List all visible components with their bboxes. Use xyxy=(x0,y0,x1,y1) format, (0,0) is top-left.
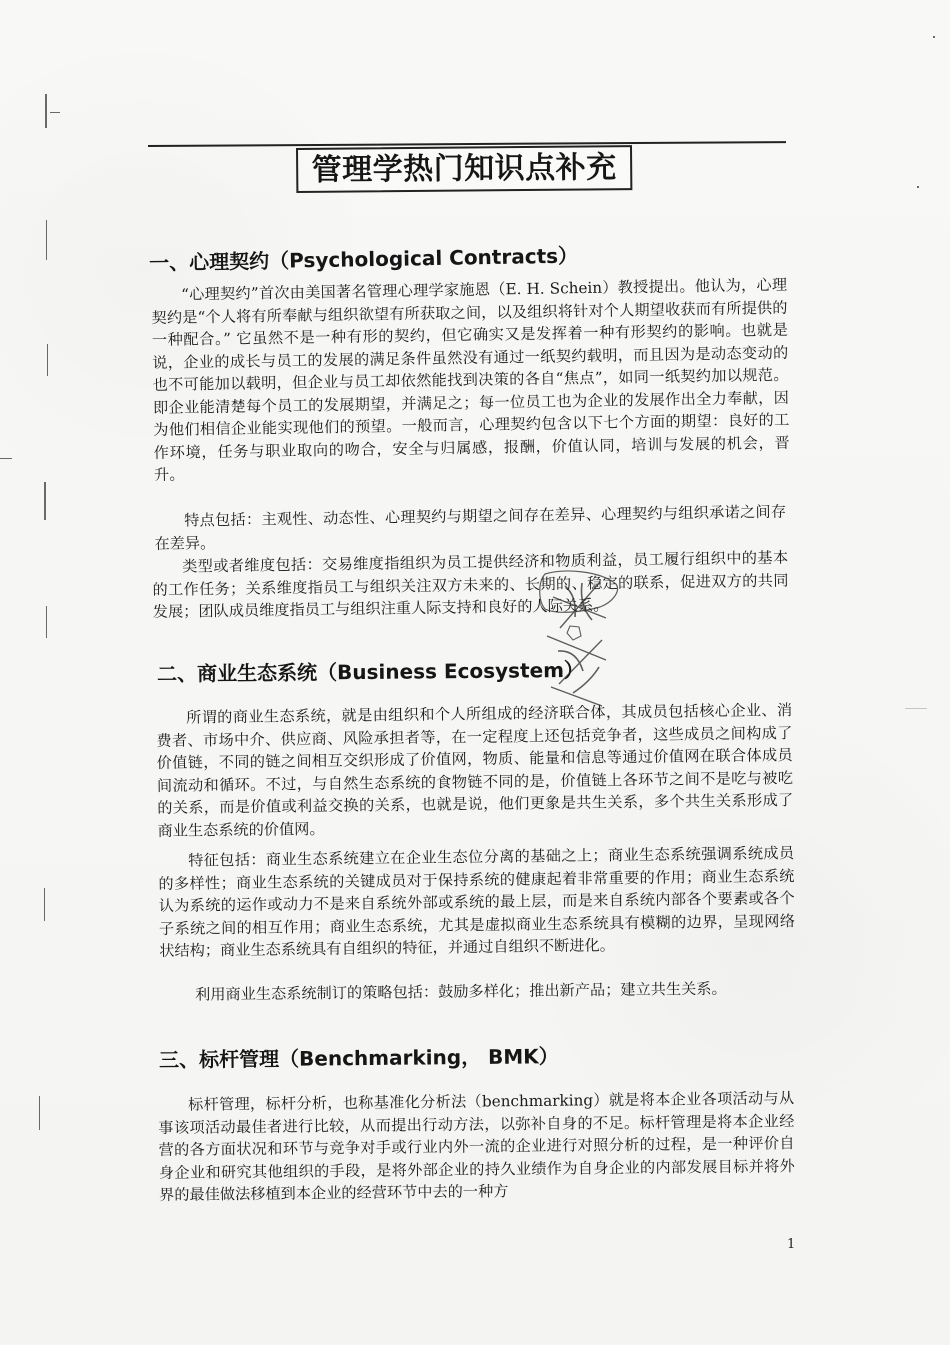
scan-smudge xyxy=(905,708,927,709)
section-3-paragraph-1: 标杆管理，标杆分析，也称基准化分析法（benchmarking）就是将本企业各项活动与从事该项活动最佳者进行比较，从而提出行动方法，以弥补自身的不足。标杆管理是将本企业经营的各方面状况和环节与竞争对手或行业内外一流的企业进行对照分析的过程，是一种评价自身企业和研究其他组织的手段，是将外部企业的持久业绩作为自身企业的内部发展目标并将外界的最佳做法移植到本企业的经营环节中去的一种方 xyxy=(158,1089,795,1204)
section-1-paragraph-2: 特点包括：主观性、动态性、心理契约与期望之间存在差异、心理契约与组织承诺之间存在差异。 xyxy=(154,502,787,553)
section-heading-benchmarking: 三、标杆管理（Benchmarking， BMK） xyxy=(158,1044,559,1072)
scan-dot xyxy=(917,186,919,188)
section-2-paragraph-1: 所谓的商业生态系统，就是由组织和个人所组成的经济联合体，其成员包括核心企业、消费者、市场中介、供应商、风险承担者等，在一定程度上还包括竞争者，这些成员之间构成了价值链，不同的链之间相互交织形成了价值网，物质、能量和信息等通过价值网在联合体成员间流动和循环。不过，与自然生态系统的食物链不同的是，价值链上各环节之间不是吃与被吃的关系，而是价值或利益交换的关系，也就是说，他们更象是共生关系，多个共生关系形成了商业生态系统的价值网。 xyxy=(156,701,794,840)
binding-mark xyxy=(0,458,12,459)
binding-mark xyxy=(39,1096,40,1130)
section-heading-psychological-contracts: 一、心理契约（Psychological Contracts） xyxy=(148,243,579,275)
binding-mark xyxy=(45,94,47,128)
section-1-paragraph-1: “心理契约”首次由美国著名管理心理学家施恩（E. H. Schein）教授提出。他认为，心理契约是“个人将有所奉献与组织欲望有所获取之间，以及组织将针对个人期望收获而有所提供的一种配合。” 它虽然不是一种有形的契约，但它确实又是发挥着一种有形契约的影响。也就是说，企业的成长与员工的发展的满足条件虽然没有通过一纸契约载明，而且因为是动态变动的也不可能加以载明，但企业与员工却依然能找到决策的各自“焦点”，如同一纸契约加以规范。即企业能清楚每个员工的发展期望，并满足之；每一位员工也为企业的发展作出全力奉献，因为他们相信企业能实现他们的预望。一般而言，心理契约包含以下七个方面的期望：良好的工作环境，任务与职业取向的吻合，安全与归属感，报酬，价值认同，培训与发展的机会，晋升。 xyxy=(151,275,790,484)
document-title: 管理学热门知识点补充 xyxy=(311,149,617,188)
binding-mark xyxy=(44,888,45,921)
scan-dot xyxy=(933,36,935,38)
section-heading-business-ecosystem: 二、商业生态系统（Business Ecosystem） xyxy=(156,657,585,686)
binding-mark xyxy=(44,482,46,520)
binding-mark xyxy=(47,344,48,376)
section-1-paragraph-3: 类型或者维度包括：交易维度指组织为员工提供经济和物质利益，员工履行组织中的基本的工作任务；关系维度指员工与组织关注双方未来的、长期的、稳定的联系，促进双方的共同发展；团队成员维度指员工与组织注重人际支持和良好的人际关系。 xyxy=(152,548,789,621)
binding-mark xyxy=(46,220,47,260)
binding-mark xyxy=(50,112,60,113)
section-2-paragraph-2: 特征包括：商业生态系统建立在企业生态位分离的基础之上；商业生态系统强调系统成员的多样性；商业生态系统的关键成员对于保持系统的健康起着非常重要的作用；商业生态系统认为系统的运作或动力不是来自系统外部或系统的最上层，而是来自系统内部各个要素或各个子系统之间的相互作用；商业生态系统，尤其是虚拟商业生态系统具有模糊的边界，呈现网络状结构；商业生态系统具有自组织的特征，并通过自组织不断进化。 xyxy=(158,844,796,960)
document-title-box xyxy=(296,145,632,193)
page-number: 1 xyxy=(787,1237,796,1252)
section-2-paragraph-3: 利用商业生态系统制订的策略包括：鼓励多样化；推出新产品；建立共生关系。 xyxy=(195,979,727,1004)
binding-mark xyxy=(46,606,47,638)
